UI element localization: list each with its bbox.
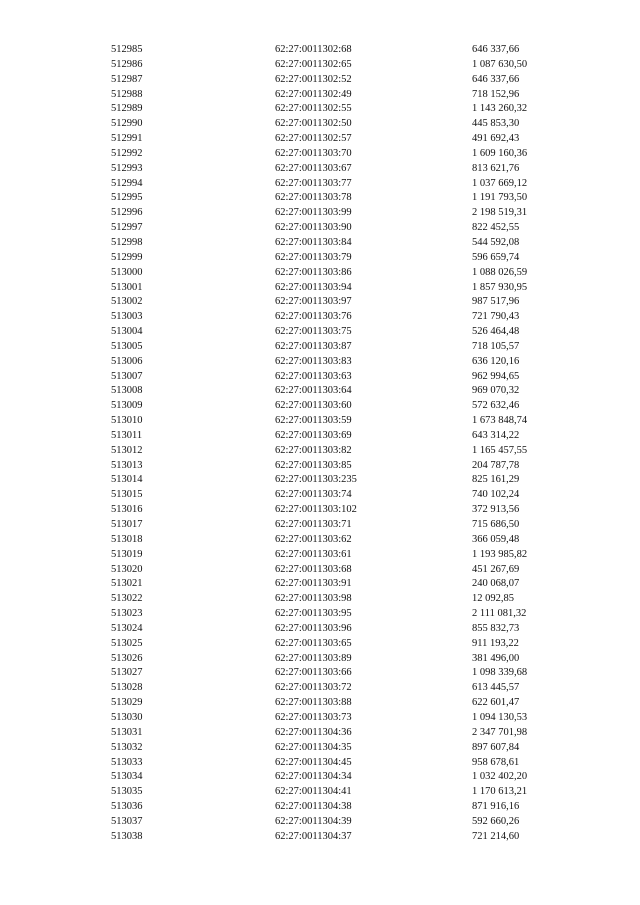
row-number: 513011 bbox=[111, 429, 143, 441]
row-number: 513036 bbox=[111, 801, 143, 813]
cadastral-value: 962 994,65 bbox=[472, 370, 520, 382]
cadastral-number: 62:27:0011303:78 bbox=[275, 192, 352, 204]
row-number: 512992 bbox=[111, 147, 143, 159]
cadastral-number: 62:27:0011303:86 bbox=[275, 266, 352, 278]
cadastral-value: 897 607,84 bbox=[472, 741, 520, 753]
cadastral-value: 592 660,26 bbox=[472, 815, 520, 827]
table-row bbox=[0, 830, 640, 845]
row-number: 513010 bbox=[111, 415, 143, 427]
row-number: 512990 bbox=[111, 118, 143, 130]
cadastral-number: 62:27:0011303:67 bbox=[275, 162, 352, 174]
cadastral-number: 62:27:0011303:90 bbox=[275, 222, 352, 234]
cadastral-value: 526 464,48 bbox=[472, 326, 520, 338]
cadastral-value: 721 214,60 bbox=[472, 830, 520, 842]
cadastral-number: 62:27:0011302:55 bbox=[275, 103, 352, 115]
row-number: 513027 bbox=[111, 667, 143, 679]
row-number: 512993 bbox=[111, 162, 143, 174]
row-number: 513009 bbox=[111, 400, 143, 412]
table-row bbox=[0, 384, 640, 399]
row-number: 513002 bbox=[111, 296, 143, 308]
row-number: 513029 bbox=[111, 697, 143, 709]
row-number: 513038 bbox=[111, 830, 143, 842]
cadastral-value: 1 193 985,82 bbox=[472, 548, 528, 560]
cadastral-number: 62:27:0011304:34 bbox=[275, 771, 352, 783]
table-row bbox=[0, 592, 640, 607]
cadastral-number: 62:27:0011303:89 bbox=[275, 652, 352, 664]
row-number: 513024 bbox=[111, 622, 143, 634]
cadastral-number: 62:27:0011303:102 bbox=[275, 504, 357, 516]
table-row bbox=[0, 666, 640, 681]
cadastral-value: 491 692,43 bbox=[472, 133, 520, 145]
cadastral-value: 715 686,50 bbox=[472, 519, 520, 530]
table-row bbox=[0, 281, 640, 296]
cadastral-value: 643 314,22 bbox=[472, 429, 520, 441]
table-row bbox=[0, 533, 640, 548]
table-row bbox=[0, 102, 640, 117]
cadastral-number: 62:27:0011303:85 bbox=[275, 459, 352, 471]
table-row bbox=[0, 370, 640, 385]
row-number: 513006 bbox=[111, 355, 143, 367]
cadastral-value: 1 087 630,50 bbox=[472, 58, 528, 70]
cadastral-number: 62:27:0011302:68 bbox=[275, 44, 352, 55]
row-number: 513028 bbox=[111, 682, 143, 694]
table-row bbox=[0, 681, 640, 696]
table-row bbox=[0, 518, 640, 533]
cadastral-value: 381 496,00 bbox=[472, 652, 520, 664]
cadastral-number: 62:27:0011304:41 bbox=[275, 786, 352, 798]
table-row bbox=[0, 310, 640, 325]
row-number: 513007 bbox=[111, 370, 143, 382]
cadastral-number: 62:27:0011303:63 bbox=[275, 370, 352, 382]
cadastral-number: 62:27:0011303:61 bbox=[275, 548, 352, 560]
cadastral-value: 372 913,56 bbox=[472, 504, 520, 516]
cadastral-number: 62:27:0011303:96 bbox=[275, 622, 352, 634]
cadastral-value: 2 347 701,98 bbox=[472, 726, 528, 738]
table-row bbox=[0, 147, 640, 162]
row-number: 513016 bbox=[111, 504, 143, 516]
table-row bbox=[0, 607, 640, 622]
table-row bbox=[0, 444, 640, 459]
cadastral-value: 1 165 457,55 bbox=[472, 444, 528, 456]
cadastral-number: 62:27:0011303:62 bbox=[275, 533, 352, 545]
table-row bbox=[0, 399, 640, 414]
row-number: 513017 bbox=[111, 519, 143, 530]
cadastral-number: 62:27:0011304:36 bbox=[275, 726, 352, 738]
row-number: 513031 bbox=[111, 726, 143, 738]
cadastral-number: 62:27:0011302:50 bbox=[275, 118, 352, 130]
cadastral-value: 12 092,85 bbox=[472, 593, 514, 605]
row-number: 513023 bbox=[111, 608, 143, 620]
table-row bbox=[0, 756, 640, 771]
cadastral-value: 613 445,57 bbox=[472, 682, 520, 694]
cadastral-number: 62:27:0011304:35 bbox=[275, 741, 352, 753]
cadastral-number: 62:27:0011303:95 bbox=[275, 608, 352, 620]
cadastral-value: 1 673 848,74 bbox=[472, 415, 528, 427]
row-number: 513035 bbox=[111, 786, 143, 798]
table-row bbox=[0, 770, 640, 785]
cadastral-value: 596 659,74 bbox=[472, 251, 520, 263]
row-number: 513012 bbox=[111, 444, 143, 456]
table-row bbox=[0, 488, 640, 503]
cadastral-number: 62:27:0011303:73 bbox=[275, 711, 352, 723]
row-number: 513026 bbox=[111, 652, 143, 664]
cadastral-value: 1 191 793,50 bbox=[472, 192, 528, 204]
row-number: 513034 bbox=[111, 771, 143, 783]
table-row bbox=[0, 815, 640, 830]
cadastral-number: 62:27:0011303:59 bbox=[275, 415, 352, 427]
row-number: 513032 bbox=[111, 741, 143, 753]
table-row bbox=[0, 88, 640, 103]
table-row bbox=[0, 251, 640, 266]
cadastral-number: 62:27:0011303:65 bbox=[275, 637, 352, 649]
cadastral-number: 62:27:0011303:87 bbox=[275, 340, 352, 352]
table-row bbox=[0, 637, 640, 652]
table-row bbox=[0, 177, 640, 192]
table-row bbox=[0, 414, 640, 429]
row-number: 512995 bbox=[111, 192, 143, 204]
table-row bbox=[0, 43, 640, 58]
row-number: 513004 bbox=[111, 326, 143, 338]
cadastral-value: 636 120,16 bbox=[472, 355, 520, 367]
cadastral-number: 62:27:0011303:74 bbox=[275, 489, 352, 501]
table-row bbox=[0, 696, 640, 711]
cadastral-value: 721 790,43 bbox=[472, 311, 520, 323]
row-number: 512985 bbox=[111, 44, 143, 55]
cadastral-value: 2 198 519,31 bbox=[472, 207, 528, 219]
cadastral-value: 969 070,32 bbox=[472, 385, 520, 397]
table-row bbox=[0, 221, 640, 236]
cadastral-value: 572 632,46 bbox=[472, 400, 520, 412]
row-number: 513025 bbox=[111, 637, 143, 649]
cadastral-value: 822 452,55 bbox=[472, 222, 520, 234]
row-number: 513021 bbox=[111, 578, 143, 590]
table-row bbox=[0, 726, 640, 741]
table-row bbox=[0, 800, 640, 815]
cadastral-value: 813 621,76 bbox=[472, 162, 520, 174]
row-number: 513030 bbox=[111, 711, 143, 723]
table-row bbox=[0, 295, 640, 310]
cadastral-value: 366 059,48 bbox=[472, 533, 520, 545]
table-row bbox=[0, 340, 640, 355]
cadastral-value: 646 337,66 bbox=[472, 44, 520, 55]
cadastral-value: 1 037 669,12 bbox=[472, 177, 528, 189]
cadastral-value: 622 601,47 bbox=[472, 697, 520, 709]
cadastral-value: 871 916,16 bbox=[472, 801, 520, 813]
row-number: 512997 bbox=[111, 222, 143, 234]
table-row bbox=[0, 459, 640, 474]
cadastral-number: 62:27:0011304:39 bbox=[275, 815, 352, 827]
cadastral-value: 1 098 339,68 bbox=[472, 667, 528, 679]
row-number: 512988 bbox=[111, 88, 143, 100]
cadastral-value: 544 592,08 bbox=[472, 236, 520, 248]
table-row bbox=[0, 191, 640, 206]
row-number: 512994 bbox=[111, 177, 143, 189]
row-number: 513008 bbox=[111, 385, 143, 397]
cadastral-value: 855 832,73 bbox=[472, 622, 520, 634]
table-row bbox=[0, 58, 640, 73]
table-row bbox=[0, 563, 640, 578]
cadastral-value: 911 193,22 bbox=[472, 637, 519, 649]
cadastral-number: 62:27:0011302:52 bbox=[275, 73, 352, 85]
cadastral-number: 62:27:0011303:94 bbox=[275, 281, 352, 293]
cadastral-number: 62:27:0011303:235 bbox=[275, 474, 357, 486]
cadastral-value: 740 102,24 bbox=[472, 489, 520, 501]
row-number: 512996 bbox=[111, 207, 143, 219]
cadastral-number: 62:27:0011303:98 bbox=[275, 593, 352, 605]
table-row bbox=[0, 577, 640, 592]
row-number: 513037 bbox=[111, 815, 143, 827]
table-row bbox=[0, 325, 640, 340]
cadastral-number: 62:27:0011303:84 bbox=[275, 236, 352, 248]
row-number: 513014 bbox=[111, 474, 143, 486]
row-number: 512999 bbox=[111, 251, 143, 263]
row-number: 513020 bbox=[111, 563, 143, 575]
cadastral-value: 240 068,07 bbox=[472, 578, 520, 590]
row-number: 513033 bbox=[111, 756, 143, 768]
row-number: 513003 bbox=[111, 311, 143, 323]
table-row bbox=[0, 652, 640, 667]
table-row bbox=[0, 503, 640, 518]
cadastral-number: 62:27:0011303:82 bbox=[275, 444, 352, 456]
cadastral-number: 62:27:0011303:72 bbox=[275, 682, 352, 694]
table-row bbox=[0, 785, 640, 800]
cadastral-value-table bbox=[0, 43, 640, 845]
cadastral-value: 987 517,96 bbox=[472, 296, 520, 308]
cadastral-value: 1 143 260,32 bbox=[472, 103, 528, 115]
cadastral-number: 62:27:0011303:70 bbox=[275, 147, 352, 159]
cadastral-number: 62:27:0011304:38 bbox=[275, 801, 352, 813]
cadastral-number: 62:27:0011303:68 bbox=[275, 563, 352, 575]
row-number: 513013 bbox=[111, 459, 143, 471]
table-row bbox=[0, 206, 640, 221]
row-number: 513001 bbox=[111, 281, 143, 293]
table-row bbox=[0, 266, 640, 281]
table-row bbox=[0, 236, 640, 251]
row-number: 512998 bbox=[111, 236, 143, 248]
cadastral-value: 1 094 130,53 bbox=[472, 711, 528, 723]
cadastral-value: 958 678,61 bbox=[472, 756, 520, 768]
cadastral-number: 62:27:0011303:71 bbox=[275, 519, 352, 530]
row-number: 512987 bbox=[111, 73, 143, 85]
cadastral-number: 62:27:0011304:45 bbox=[275, 756, 352, 768]
row-number: 513000 bbox=[111, 266, 143, 278]
table-row bbox=[0, 355, 640, 370]
cadastral-number: 62:27:0011302:57 bbox=[275, 133, 352, 145]
cadastral-number: 62:27:0011302:49 bbox=[275, 88, 352, 100]
row-number: 513005 bbox=[111, 340, 143, 352]
row-number: 513019 bbox=[111, 548, 143, 560]
cadastral-value: 1 609 160,36 bbox=[472, 147, 528, 159]
cadastral-value: 718 152,96 bbox=[472, 88, 520, 100]
cadastral-value: 1 088 026,59 bbox=[472, 266, 528, 278]
table-row bbox=[0, 73, 640, 88]
table-row bbox=[0, 548, 640, 563]
table-row bbox=[0, 473, 640, 488]
cadastral-number: 62:27:0011303:69 bbox=[275, 429, 352, 441]
row-number: 513018 bbox=[111, 533, 143, 545]
cadastral-number: 62:27:0011303:64 bbox=[275, 385, 352, 397]
cadastral-number: 62:27:0011303:77 bbox=[275, 177, 352, 189]
row-number: 512991 bbox=[111, 133, 143, 145]
cadastral-number: 62:27:0011303:76 bbox=[275, 311, 352, 323]
table-row bbox=[0, 117, 640, 132]
table-row bbox=[0, 711, 640, 726]
cadastral-number: 62:27:0011303:91 bbox=[275, 578, 352, 590]
cadastral-value: 1 170 613,21 bbox=[472, 786, 528, 798]
cadastral-value: 825 161,29 bbox=[472, 474, 520, 486]
row-number: 512989 bbox=[111, 103, 143, 115]
table-row bbox=[0, 622, 640, 637]
table-row bbox=[0, 162, 640, 177]
table-row bbox=[0, 132, 640, 147]
cadastral-number: 62:27:0011303:88 bbox=[275, 697, 352, 709]
cadastral-number: 62:27:0011303:83 bbox=[275, 355, 352, 367]
row-number: 513015 bbox=[111, 489, 143, 501]
row-number: 512986 bbox=[111, 58, 143, 70]
cadastral-value: 646 337,66 bbox=[472, 73, 520, 85]
cadastral-value: 445 853,30 bbox=[472, 118, 520, 130]
cadastral-value: 451 267,69 bbox=[472, 563, 520, 575]
cadastral-value: 2 111 081,32 bbox=[472, 608, 527, 620]
cadastral-number: 62:27:0011303:66 bbox=[275, 667, 352, 679]
cadastral-value: 1 857 930,95 bbox=[472, 281, 528, 293]
cadastral-number: 62:27:0011303:60 bbox=[275, 400, 352, 412]
cadastral-number: 62:27:0011303:99 bbox=[275, 207, 352, 219]
cadastral-number: 62:27:0011303:79 bbox=[275, 251, 352, 263]
cadastral-value: 204 787,78 bbox=[472, 459, 520, 471]
cadastral-value: 1 032 402,20 bbox=[472, 771, 528, 783]
row-number: 513022 bbox=[111, 593, 143, 605]
cadastral-number: 62:27:0011302:65 bbox=[275, 58, 352, 70]
table-row bbox=[0, 429, 640, 444]
cadastral-value: 718 105,57 bbox=[472, 340, 520, 352]
cadastral-number: 62:27:0011303:97 bbox=[275, 296, 352, 308]
cadastral-number: 62:27:0011304:37 bbox=[275, 830, 352, 842]
table-row bbox=[0, 741, 640, 756]
cadastral-number: 62:27:0011303:75 bbox=[275, 326, 352, 338]
